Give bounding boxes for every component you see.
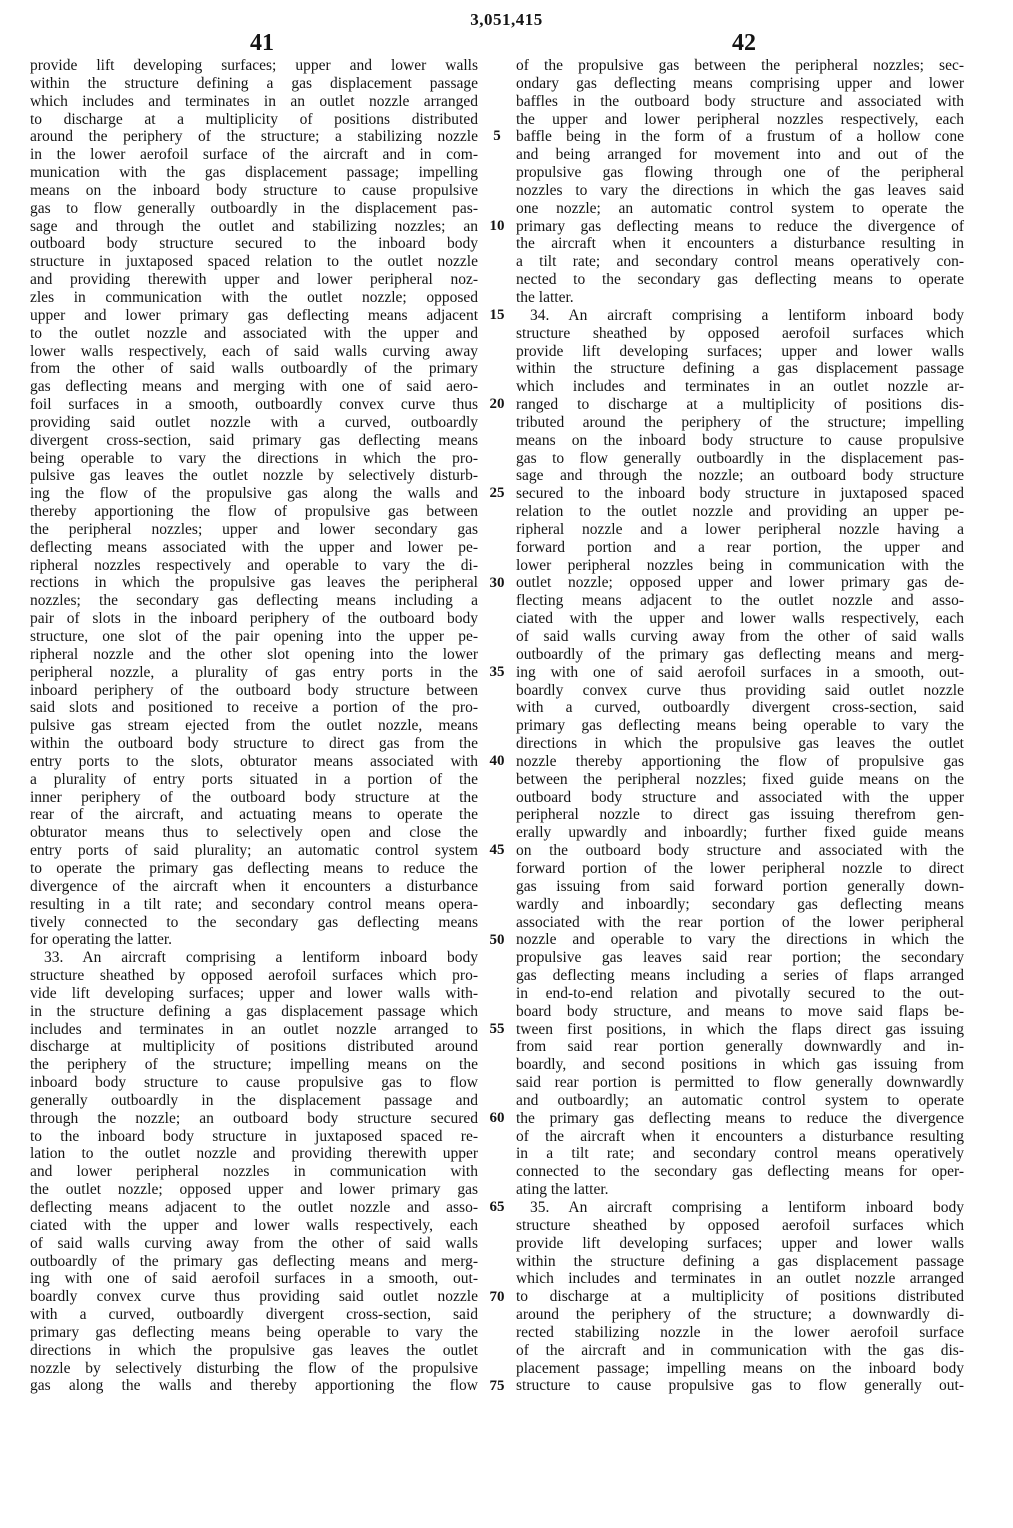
text-line: from said rear portion generally downwardly and in-: [516, 1038, 964, 1056]
text-line: wardly and inboardly; secondary gas deflecting means: [516, 895, 964, 913]
text-line: forward portion of the lower peripheral nozzle to direct: [516, 859, 964, 877]
text-line: flecting means adjacent to the outlet nozzle and asso-: [516, 592, 964, 610]
text-line: directions in which the propulsive gas leaves the outlet: [30, 1341, 478, 1359]
text-line: provide lift developing surfaces; upper and lower walls: [516, 1234, 964, 1252]
text-line: rected stabilizing nozzle in the lower aerofoil surface: [516, 1323, 964, 1341]
text-line: providing said outlet nozzle with a curved, outboardly: [30, 413, 478, 431]
text-line: relation to the outlet nozzle and providing an upper pe-: [516, 503, 964, 521]
text-line: tween first positions, in which the flaps direct gas issuing: [516, 1020, 964, 1038]
text-line: directions in which the propulsive gas leaves the outlet: [516, 735, 964, 753]
text-line: divergent cross-section, said primary gas deflecting means: [30, 431, 478, 449]
text-line: to discharge at a multiplicity of positions distributed: [30, 110, 478, 128]
text-line: gas to flow generally outboardly in the displacement pas-: [30, 199, 478, 217]
text-line: within the outboard body structure to direct gas from the: [30, 735, 478, 753]
text-line: outboardly of the primary gas deflecting means and merg-: [30, 1252, 478, 1270]
text-line: foil surfaces in a smooth, outboardly convex curve thus: [30, 396, 478, 414]
page-number-right: 42: [732, 30, 756, 56]
text-line: which includes and terminates in an outlet nozzle ar-: [516, 378, 964, 396]
text-line: associated with the rear portion of the lower peripheral: [516, 913, 964, 931]
text-line: outlet nozzle; opposed upper and lower primary gas de-: [516, 574, 964, 592]
text-line: pulsive gas leaves the outlet nozzle by selectively disturb-: [30, 467, 478, 485]
text-line: gas issuing from said forward portion generally down-: [516, 877, 964, 895]
margin-line-number: 65: [489, 1199, 505, 1216]
text-line: means on the inboard body structure to cause propulsive: [516, 431, 964, 449]
text-line: secured to the inboard body structure in juxtaposed spaced: [516, 485, 964, 503]
left-text-column: [30, 57, 478, 1395]
margin-line-number: 15: [489, 306, 505, 323]
text-line: structure sheathed by opposed aerofoil surfaces which: [516, 324, 964, 342]
text-line: 33. An aircraft comprising a lentiform inboard body: [44, 949, 478, 967]
margin-line-number: 60: [489, 1110, 505, 1127]
margin-line-number: 45: [489, 842, 505, 859]
text-line: nozzles; the secondary gas deflecting means including a: [30, 592, 478, 610]
text-line: nozzle and operable to vary the directions in which the: [516, 931, 964, 949]
text-line: and lower peripheral nozzles in communication with: [30, 1163, 478, 1181]
text-line: gas to flow generally outboardly in the displacement pas-: [516, 449, 964, 467]
text-line: lation to the outlet nozzle and providing therewith upper: [30, 1145, 478, 1163]
text-line: within the structure defining a gas displacement passage: [516, 360, 964, 378]
text-line: divergence of the aircraft when it encounters a disturbance: [30, 877, 478, 895]
text-line: of the aircraft when it encounters a disturbance resulting: [516, 1127, 964, 1145]
text-line: resulting in a tilt rate; and secondary control means opera-: [30, 895, 478, 913]
text-line: primary gas deflecting means being operable to vary the: [30, 1323, 478, 1341]
text-line: to the outlet nozzle and associated with the upper and: [30, 324, 478, 342]
text-line: deflecting means associated with the upper and lower pe-: [30, 538, 478, 556]
text-line: tributed around the periphery of the structure; impelling: [516, 413, 964, 431]
text-line: in a tilt rate; and secondary control means operatively: [516, 1145, 964, 1163]
margin-line-number: 25: [489, 485, 505, 502]
text-line: baffles in the outboard body structure and associated with: [516, 92, 964, 110]
text-line: lower walls respectively, each of said walls curving away: [30, 342, 478, 360]
page-number-left: 41: [250, 30, 274, 56]
text-line: to operate the primary gas deflecting means to reduce the: [30, 859, 478, 877]
text-line: entry ports to the slots, obturator means associated with: [30, 752, 478, 770]
margin-line-number: 50: [489, 931, 505, 948]
text-line: nected to the secondary gas deflecting means to operate: [516, 271, 964, 289]
text-line: ciated with the upper and lower walls respectively, each: [516, 610, 964, 628]
margin-line-number: 40: [489, 753, 505, 770]
text-line: which includes and terminates in an outlet nozzle arranged: [516, 1270, 964, 1288]
text-line: placement passage; impelling means on the inboard body: [516, 1359, 964, 1377]
text-line: vide lift developing surfaces; upper and lower walls with-: [30, 984, 478, 1002]
text-line: in the structure defining a gas displacement passage which: [30, 1002, 478, 1020]
text-line: ing with one of said aerofoil surfaces in a smooth, out-: [516, 663, 964, 681]
margin-line-number: 5: [493, 128, 501, 145]
text-line: propulsive gas leaves said rear portion; the secondary: [516, 949, 964, 967]
text-line: provide lift developing surfaces; upper and lower walls: [516, 342, 964, 360]
text-line: and providing therewith upper and lower peripheral noz-: [30, 271, 478, 289]
text-line: said rear portion is permitted to flow generally downwardly: [516, 1074, 964, 1092]
text-line: provide lift developing surfaces; upper and lower walls: [30, 57, 478, 74]
text-line: in the lower aerofoil surface of the aircraft and in com-: [30, 146, 478, 164]
text-line: inner periphery of the outboard body structure at the: [30, 788, 478, 806]
text-line: rections in which the propulsive gas leaves the peripheral: [30, 574, 478, 592]
text-line: ripheral nozzles respectively and operable to vary the di-: [30, 556, 478, 574]
text-line: connected to the secondary gas deflecting means for oper-: [516, 1163, 964, 1181]
text-line: nozzle by selectively disturbing the flow of the propulsive: [30, 1359, 478, 1377]
right-text-column: [516, 57, 964, 1395]
text-line: within the structure defining a gas displacement passage: [516, 1252, 964, 1270]
text-line: which includes and terminates in an outlet nozzle arranged: [30, 92, 478, 110]
text-line: of said walls curving away from the other of said walls: [516, 628, 964, 645]
margin-line-number: 30: [489, 574, 505, 591]
text-line: pair of slots in the inboard periphery of the outboard body: [30, 610, 478, 628]
text-line: to the inboard body structure in juxtaposed spaced re-: [30, 1127, 478, 1145]
margin-line-number: 20: [489, 396, 505, 413]
text-line: baffle being in the form of a frustum of a hollow cone: [516, 128, 964, 146]
text-line: the periphery of the structure; impelling means on the: [30, 1056, 478, 1074]
text-line: lower peripheral nozzles being in communication with the: [516, 556, 964, 574]
text-line: ciated with the upper and lower walls respectively, each: [30, 1216, 478, 1234]
text-line: zles in communication with the outlet nozzle; opposed: [30, 288, 478, 306]
text-line: deflecting means adjacent to the outlet nozzle and asso-: [30, 1199, 478, 1216]
text-line: peripheral nozzle to direct gas issuing therefrom gen-: [516, 806, 964, 824]
text-line: upper and lower primary gas deflecting means adjacent: [30, 306, 478, 324]
text-line: gas deflecting means including a series of flaps arranged: [516, 967, 964, 985]
text-line: obturator means thus to selectively open and close the: [30, 824, 478, 842]
text-line: discharge at multiplicity of positions distributed around: [30, 1038, 478, 1056]
text-line: outboardly of the primary gas deflecting means and merg-: [516, 645, 964, 663]
text-line: outboard body structure secured to the inboard body: [30, 235, 478, 253]
text-line: ripheral nozzle and the other slot opening into the lower: [30, 645, 478, 663]
text-line: 35. An aircraft comprising a lentiform inboard body: [530, 1199, 964, 1216]
text-line: boardly, and second positions in which gas issuing from: [516, 1056, 964, 1074]
text-line: the primary gas deflecting means to reduce the divergence: [516, 1109, 964, 1127]
text-line: on the outboard body structure and associated with the: [516, 842, 964, 860]
text-line: of the propulsive gas between the peripheral nozzles; sec-: [516, 57, 964, 74]
text-line: rear of the aircraft, and actuating means to operate the: [30, 806, 478, 824]
text-line: the aircraft when it encounters a disturbance resulting in: [516, 235, 964, 253]
text-line: peripheral nozzle, a plurality of gas entry ports in the: [30, 663, 478, 681]
margin-line-number: 10: [489, 217, 505, 234]
text-line: and outboardly; an automatic control system to operate: [516, 1091, 964, 1109]
text-line: primary gas deflecting means being operable to vary the: [516, 717, 964, 735]
text-line: said slots and positioned to receive a portion of the pro-: [30, 699, 478, 717]
text-line: being operable to vary the directions in which the pro-: [30, 449, 478, 467]
text-line: a plurality of entry ports situated in a portion of the: [30, 770, 478, 788]
text-line: primary gas deflecting means to reduce the divergence of: [516, 217, 964, 235]
text-line: gas deflecting means and merging with one of said aero-: [30, 378, 478, 396]
text-line: ating the latter.: [516, 1181, 609, 1199]
text-line: erally upwardly and inboardly; further fixed guide means: [516, 824, 964, 842]
text-line: one nozzle; an automatic control system to operate the: [516, 199, 964, 217]
text-line: between the peripheral nozzles; fixed guide means on the: [516, 770, 964, 788]
text-line: ing the flow of the propulsive gas along the walls and: [30, 485, 478, 503]
margin-line-number: 55: [489, 1020, 505, 1037]
margin-line-number: 70: [489, 1288, 505, 1305]
text-line: the latter.: [516, 288, 574, 306]
text-line: entry ports of said plurality; an automatic control system: [30, 842, 478, 860]
text-line: tively connected to the secondary gas deflecting means: [30, 913, 478, 931]
text-line: within the structure defining a gas displacement passage: [30, 74, 478, 92]
text-line: structure to cause propulsive gas to flow generally out-: [516, 1377, 964, 1395]
text-line: to discharge at a multiplicity of positions distributed: [516, 1288, 964, 1306]
text-line: ripheral nozzle and a lower peripheral nozzle having a: [516, 520, 964, 538]
text-line: ondary gas deflecting means comprising upper and lower: [516, 74, 964, 92]
text-line: gas along the walls and thereby apportioning the flow: [30, 1377, 478, 1395]
text-line: in end-to-end relation and pivotally secured to the out-: [516, 984, 964, 1002]
text-line: around the periphery of the structure; a downwardly di-: [516, 1306, 964, 1324]
patent-number: 3,051,415: [470, 10, 543, 29]
text-line: structure, one slot of the pair opening into the upper pe-: [30, 628, 478, 645]
text-line: forward portion and a rear portion, the upper and: [516, 538, 964, 556]
text-line: outboard body structure and associated with the upper: [516, 788, 964, 806]
text-line: around the periphery of the structure; a stabilizing nozzle: [30, 128, 478, 146]
margin-line-number: 75: [489, 1377, 505, 1394]
text-line: ing with one of said aerofoil surfaces in a smooth, out-: [30, 1270, 478, 1288]
text-line: inboard body structure to cause propulsive gas to flow: [30, 1074, 478, 1092]
text-line: ranged to discharge at a multiplicity of positions dis-: [516, 396, 964, 414]
margin-line-number: 35: [489, 663, 505, 680]
text-line: a tilt rate; and secondary control means operatively con-: [516, 253, 964, 271]
text-line: 34. An aircraft comprising a lentiform inboard body: [530, 306, 964, 324]
text-line: with a curved, outboardly divergent cross-section, said: [516, 699, 964, 717]
text-line: nozzles to vary the directions in which the gas leaves said: [516, 181, 964, 199]
text-line: boardly convex curve thus providing said outlet nozzle: [30, 1288, 478, 1306]
text-line: the outlet nozzle; opposed upper and lower primary gas: [30, 1181, 478, 1199]
text-line: and being arranged for movement into and out of the: [516, 146, 964, 164]
text-line: sage and through the outlet and stabilizing nozzles; an: [30, 217, 478, 235]
text-line: structure sheathed by opposed aerofoil surfaces which pro-: [30, 967, 478, 985]
text-line: thereby apportioning the flow of propulsive gas between: [30, 503, 478, 521]
text-line: means on the inboard body structure to cause propulsive: [30, 181, 478, 199]
text-line: munication with the gas displacement passage; impelling: [30, 164, 478, 182]
text-line: through the nozzle; an outboard body structure secured: [30, 1109, 478, 1127]
text-line: structure in juxtaposed spaced relation to the outlet nozzle: [30, 253, 478, 271]
text-line: board body structure, and means to move said flaps be-: [516, 1002, 964, 1020]
text-line: with a curved, outboardly divergent cross-section, said: [30, 1306, 478, 1324]
text-line: of said walls curving away from the other of said walls: [30, 1234, 478, 1252]
text-line: boardly convex curve thus providing said outlet nozzle: [516, 681, 964, 699]
text-line: nozzle thereby apportioning the flow of propulsive gas: [516, 752, 964, 770]
text-line: pulsive gas stream ejected from the outlet nozzle, means: [30, 717, 478, 735]
text-line: for operating the latter.: [30, 931, 173, 949]
text-line: inboard periphery of the outboard body structure between: [30, 681, 478, 699]
text-line: structure sheathed by opposed aerofoil surfaces which: [516, 1216, 964, 1234]
text-line: generally outboardly in the displacement passage and: [30, 1091, 478, 1109]
text-line: propulsive gas flowing through one of the peripheral: [516, 164, 964, 182]
text-line: the peripheral nozzles; upper and lower secondary gas: [30, 520, 478, 538]
text-line: from the other of said walls outboardly of the primary: [30, 360, 478, 378]
text-line: includes and terminates in an outlet nozzle arranged to: [30, 1020, 478, 1038]
text-line: the upper and lower peripheral nozzles respectively, each: [516, 110, 964, 128]
text-line: sage and through the nozzle; an outboard body structure: [516, 467, 964, 485]
text-line: of the aircraft and in communication with the gas dis-: [516, 1341, 964, 1359]
